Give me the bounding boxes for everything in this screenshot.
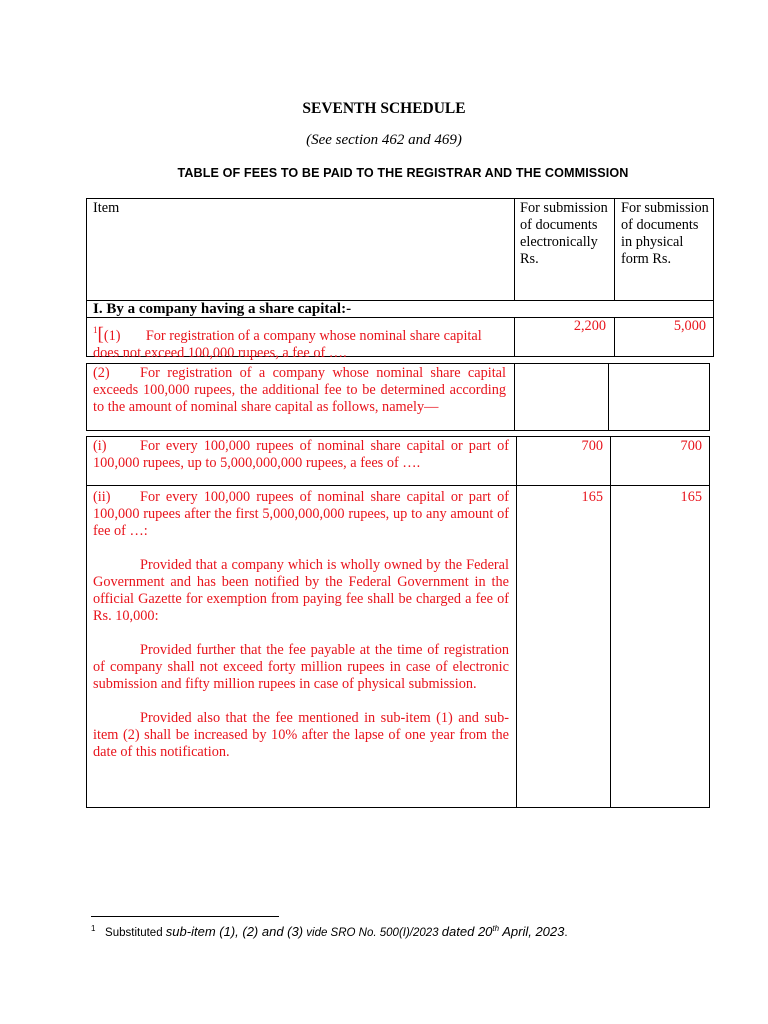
row-1-number: (1) bbox=[103, 328, 121, 344]
section-reference: (See section 462 and 469) bbox=[306, 132, 462, 148]
header-item: Item bbox=[93, 200, 120, 216]
row-i-physical-fee: 700 bbox=[680, 438, 702, 454]
schedule-title: SEVENTH SCHEDULE bbox=[302, 100, 466, 117]
section-heading: I. By a company having a share capital:- bbox=[93, 301, 352, 317]
column-divider bbox=[514, 317, 515, 357]
row-ii-electronic-fee: 165 bbox=[581, 489, 603, 505]
row-i-number: (i) bbox=[93, 438, 107, 454]
table-heading: TABLE OF FEES TO BE PAID TO THE REGISTRAR AND THE COMMISSION bbox=[177, 166, 629, 180]
footnote-end: . bbox=[564, 927, 568, 939]
column-divider bbox=[608, 363, 609, 431]
footnote-date-suffix: th bbox=[492, 924, 500, 933]
footnote-number: 1 bbox=[91, 924, 96, 933]
row-divider bbox=[86, 485, 710, 486]
row-ii-text: For every 100,000 rupees of nominal share capital or part of 100,000 rupees after the first 5,000,000,000 rupees, up to any amount of fee of …: bbox=[93, 489, 509, 539]
column-divider bbox=[514, 198, 515, 300]
row-i-electronic-fee: 700 bbox=[581, 438, 603, 454]
amendment-bracket: [ bbox=[97, 324, 104, 345]
footnote bbox=[91, 924, 568, 939]
row-ii-description bbox=[93, 489, 509, 761]
footnote-dated: dated 20 bbox=[441, 924, 493, 939]
row-2-number: (2) bbox=[93, 365, 110, 381]
row-1-text: For registration of a company whose nominal share capital does not exceed 100,000 rupees, a fee of …. bbox=[93, 328, 482, 361]
column-divider bbox=[614, 317, 615, 357]
row-ii-physical-fee: 165 bbox=[680, 489, 702, 505]
column-divider bbox=[610, 436, 611, 808]
column-divider bbox=[516, 436, 517, 808]
header-physical: For submission of documents in physical form Rs. bbox=[621, 200, 709, 267]
row-i-description bbox=[93, 438, 509, 472]
column-divider bbox=[614, 198, 615, 300]
footnote-date bbox=[441, 924, 568, 939]
row-1-electronic-fee: 2,200 bbox=[573, 318, 606, 334]
column-divider bbox=[514, 363, 515, 431]
footnote-prefix: Substituted bbox=[105, 927, 163, 939]
header-electronic: For submission of documents electronically Rs. bbox=[520, 200, 608, 267]
row-i-text: For every 100,000 rupees of nominal share capital or part of 100,000 rupees, up to 5,000,000,000 rupees, a fees of …. bbox=[93, 438, 509, 471]
row-1-description bbox=[93, 322, 506, 362]
proviso-3: Provided also that the fee mentioned in sub-item (1) and sub-item (2) shall be increased by 10% after the lapse of one year from the date of this notification. bbox=[93, 710, 509, 760]
footnote-separator bbox=[91, 916, 279, 917]
row-2-text: For registration of a company whose nominal share capital exceeds 100,000 rupees, the additional fee to be determined according to the amount of nominal share capital as follows, namely— bbox=[93, 365, 506, 415]
row-ii-number: (ii) bbox=[93, 489, 111, 505]
footnote-subject: sub-item (1), (2) and (3) bbox=[165, 924, 304, 939]
footnote-vide: vide SRO No. 500(I)/2023 bbox=[306, 927, 439, 939]
footnote-date-rest: April, 2023 bbox=[502, 924, 565, 939]
footnote-mark: 1 bbox=[93, 325, 98, 335]
row-1-physical-fee: 5,000 bbox=[673, 318, 706, 334]
proviso-2: Provided further that the fee payable at the time of registration of company shall not exceed forty million rupees in case of electronic submission and fifty million rupees in case of physical submission. bbox=[93, 642, 509, 692]
proviso-1: Provided that a company which is wholly owned by the Federal Government and has been notified by the Federal Government in the official Gazette for exemption from paying fee shall be charged a fee of Rs. 10,000: bbox=[93, 557, 509, 624]
row-2-description bbox=[93, 365, 506, 416]
